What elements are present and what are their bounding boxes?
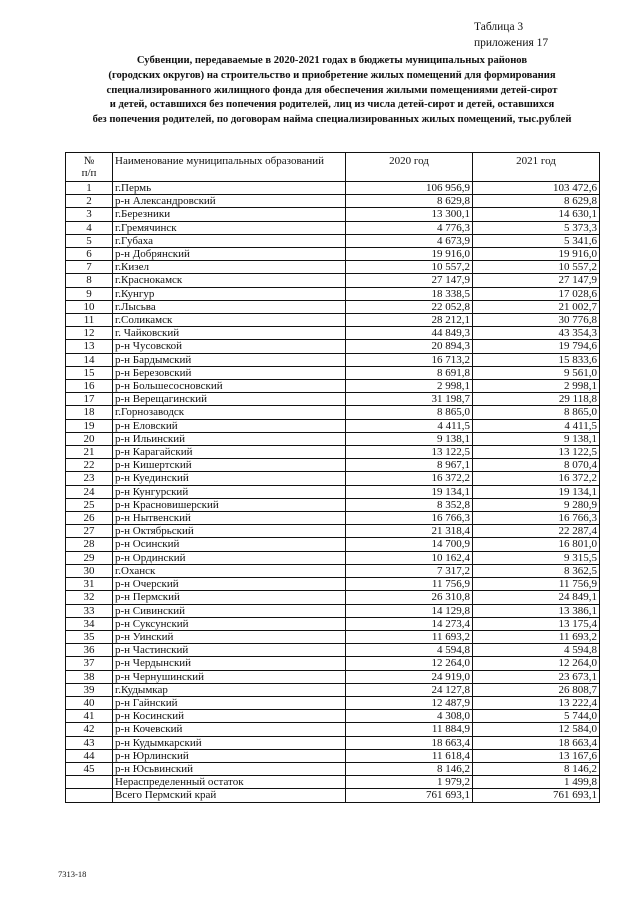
amount-2020: 4 594,8 <box>346 644 473 657</box>
amount-2020: 2 998,1 <box>346 380 473 393</box>
row-number: 31 <box>66 578 113 591</box>
municipality-name: р-н Куединский <box>113 472 346 485</box>
column-header-name: Наименование муниципальных образований <box>113 153 346 182</box>
amount-2020: 11 618,4 <box>346 749 473 762</box>
amount-2020: 12 487,9 <box>346 696 473 709</box>
municipality-name: р-н Березовский <box>113 366 346 379</box>
row-number: 37 <box>66 657 113 670</box>
row-number: 29 <box>66 551 113 564</box>
amount-2021: 19 916,0 <box>473 248 600 261</box>
amount-2020: 106 956,9 <box>346 182 473 195</box>
amount-2021: 12 584,0 <box>473 723 600 736</box>
row-number: 16 <box>66 380 113 393</box>
table-row <box>66 749 600 762</box>
row-number: 13 <box>66 340 113 353</box>
amount-2021: 4 594,8 <box>473 644 600 657</box>
row-number: 1 <box>66 182 113 195</box>
table-row <box>66 644 600 657</box>
document-title <box>52 54 612 128</box>
table-row <box>66 261 600 274</box>
table-row <box>66 617 600 630</box>
amount-2021: 13 122,5 <box>473 446 600 459</box>
table-row <box>66 472 600 485</box>
table-row <box>66 512 600 525</box>
amount-2020: 7 317,2 <box>346 564 473 577</box>
municipality-name: р-н Уинский <box>113 630 346 643</box>
amount-2020: 20 894,3 <box>346 340 473 353</box>
table-row <box>66 287 600 300</box>
amount-2021: 10 557,2 <box>473 261 600 274</box>
row-number: 26 <box>66 512 113 525</box>
municipality-name: р-н Кишертский <box>113 459 346 472</box>
amount-2021: 4 411,5 <box>473 419 600 432</box>
municipality-name: р-н Суксунский <box>113 617 346 630</box>
municipality-name: р-н Сивинский <box>113 604 346 617</box>
table-row <box>66 327 600 340</box>
municipality-name: р-н Гайнский <box>113 696 346 709</box>
municipality-name: г.Березники <box>113 208 346 221</box>
table-row <box>66 195 600 208</box>
amount-2021: 8 146,2 <box>473 762 600 775</box>
amount-2021: 9 138,1 <box>473 432 600 445</box>
table-row <box>66 406 600 419</box>
amount-2020: 31 198,7 <box>346 393 473 406</box>
amount-2021: 29 118,8 <box>473 393 600 406</box>
row-number: 32 <box>66 591 113 604</box>
row-number <box>66 789 113 802</box>
title-line: специализированного жилищного фонда для обеспечения жилыми помещениями детей-сирот <box>106 84 558 96</box>
table-row <box>66 208 600 221</box>
amount-2020: 13 300,1 <box>346 208 473 221</box>
amount-2021: 5 341,6 <box>473 234 600 247</box>
amount-2020: 26 310,8 <box>346 591 473 604</box>
amount-2020: 8 691,8 <box>346 366 473 379</box>
amount-2021: 8 629,8 <box>473 195 600 208</box>
amount-2020: 21 318,4 <box>346 525 473 538</box>
row-number: 36 <box>66 644 113 657</box>
amount-2020: 4 673,9 <box>346 234 473 247</box>
table-row <box>66 525 600 538</box>
amount-2020: 4 308,0 <box>346 710 473 723</box>
municipality-name: р-н Чусовской <box>113 340 346 353</box>
amount-2021: 19 794,6 <box>473 340 600 353</box>
table-row <box>66 723 600 736</box>
table-row <box>66 564 600 577</box>
row-number: 2 <box>66 195 113 208</box>
row-number: 20 <box>66 432 113 445</box>
amount-2021: 9 315,5 <box>473 551 600 564</box>
row-number <box>66 776 113 789</box>
table-row <box>66 591 600 604</box>
document-code: 7313-18 <box>58 869 87 879</box>
amount-2021: 18 663,4 <box>473 736 600 749</box>
title-line: без попечения родителей, по договорам найма специализированных жилых помещений, тыс.рублей <box>92 114 572 126</box>
row-number: 3 <box>66 208 113 221</box>
amount-2021: 26 808,7 <box>473 683 600 696</box>
amount-2021: 13 222,4 <box>473 696 600 709</box>
row-number: 18 <box>66 406 113 419</box>
municipality-name: р-н Октябрьский <box>113 525 346 538</box>
table-row <box>66 366 600 379</box>
row-number: 33 <box>66 604 113 617</box>
municipality-name: р-н Пермский <box>113 591 346 604</box>
amount-2020: 19 134,1 <box>346 485 473 498</box>
amount-2020: 8 865,0 <box>346 406 473 419</box>
row-number: 25 <box>66 498 113 511</box>
amount-2021: 5 744,0 <box>473 710 600 723</box>
row-number: 41 <box>66 710 113 723</box>
amount-2021: 24 849,1 <box>473 591 600 604</box>
amount-2021: 17 028,6 <box>473 287 600 300</box>
table-row <box>66 604 600 617</box>
municipality-name: р-н Карагайский <box>113 446 346 459</box>
appendix-ref: приложения 17 <box>474 37 549 49</box>
amount-2020: 11 693,2 <box>346 630 473 643</box>
amount-2020: 4 776,3 <box>346 221 473 234</box>
row-number: 30 <box>66 564 113 577</box>
table-row <box>66 446 600 459</box>
table-row <box>66 459 600 472</box>
amount-2021: 21 002,7 <box>473 300 600 313</box>
municipality-name: р-н Ильинский <box>113 432 346 445</box>
row-number: 24 <box>66 485 113 498</box>
municipality-name: р-н Верещагинский <box>113 393 346 406</box>
municipality-name: р-н Юсьвинский <box>113 762 346 775</box>
row-number: 9 <box>66 287 113 300</box>
amount-2020: 8 967,1 <box>346 459 473 472</box>
column-header-2020: 2020 год <box>346 153 473 182</box>
table-row <box>66 657 600 670</box>
table-row <box>66 300 600 313</box>
municipality-name: р-н Еловский <box>113 419 346 432</box>
subsidy-table <box>65 152 600 803</box>
table-row <box>66 696 600 709</box>
amount-2020: 10 162,4 <box>346 551 473 564</box>
row-number: 40 <box>66 696 113 709</box>
amount-2020: 16 713,2 <box>346 353 473 366</box>
amount-2021: 14 630,1 <box>473 208 600 221</box>
table-row <box>66 248 600 261</box>
amount-2020: 28 212,1 <box>346 314 473 327</box>
municipality-name: г.Лысьва <box>113 300 346 313</box>
table-row <box>66 736 600 749</box>
table-reference <box>474 19 548 51</box>
table-row <box>66 789 600 802</box>
amount-2021: 12 264,0 <box>473 657 600 670</box>
municipality-name: р-н Бардымский <box>113 353 346 366</box>
amount-2021: 1 499,8 <box>473 776 600 789</box>
table-row <box>66 498 600 511</box>
amount-2020: 4 411,5 <box>346 419 473 432</box>
municipality-name: г.Гремячинск <box>113 221 346 234</box>
table-row <box>66 578 600 591</box>
amount-2020: 10 557,2 <box>346 261 473 274</box>
table-row <box>66 432 600 445</box>
row-number: 42 <box>66 723 113 736</box>
municipality-name: р-н Ординский <box>113 551 346 564</box>
row-number: 4 <box>66 221 113 234</box>
municipality-name: р-н Косинский <box>113 710 346 723</box>
table-row <box>66 182 600 195</box>
amount-2021: 30 776,8 <box>473 314 600 327</box>
table-row <box>66 234 600 247</box>
amount-2021: 22 287,4 <box>473 525 600 538</box>
municipality-name: г.Губаха <box>113 234 346 247</box>
amount-2020: 22 052,8 <box>346 300 473 313</box>
row-number: 34 <box>66 617 113 630</box>
amount-2020: 9 138,1 <box>346 432 473 445</box>
municipality-name: г.Горнозаводск <box>113 406 346 419</box>
amount-2021: 23 673,1 <box>473 670 600 683</box>
amount-2021: 9 280,9 <box>473 498 600 511</box>
row-number: 17 <box>66 393 113 406</box>
row-number: 8 <box>66 274 113 287</box>
row-number: 23 <box>66 472 113 485</box>
municipality-name: р-н Очерский <box>113 578 346 591</box>
municipality-name: г.Соликамск <box>113 314 346 327</box>
table-number: Таблица 3 <box>474 21 524 33</box>
municipality-name: г.Оханск <box>113 564 346 577</box>
title-line: и детей, оставшихся без попечения родителей, лиц из числа детей-сирот и детей, оставшихся <box>109 99 555 111</box>
table-row <box>66 274 600 287</box>
amount-2021: 9 561,0 <box>473 366 600 379</box>
title-line: (городских округов) на строительство и приобретение жилых помещений для формирования <box>108 69 556 81</box>
header-row <box>66 153 600 182</box>
header-num-abbr: п/п <box>81 167 97 180</box>
row-number: 12 <box>66 327 113 340</box>
municipality-name: р-н Чернушинский <box>113 670 346 683</box>
amount-2021: 43 354,3 <box>473 327 600 340</box>
amount-2020: 14 700,9 <box>346 538 473 551</box>
amount-2021: 103 472,6 <box>473 182 600 195</box>
row-number: 14 <box>66 353 113 366</box>
amount-2021: 16 372,2 <box>473 472 600 485</box>
table-row <box>66 670 600 683</box>
row-number: 28 <box>66 538 113 551</box>
amount-2021: 16 766,3 <box>473 512 600 525</box>
row-number: 6 <box>66 248 113 261</box>
amount-2021: 8 070,4 <box>473 459 600 472</box>
amount-2021: 11 756,9 <box>473 578 600 591</box>
municipality-name: г.Кизел <box>113 261 346 274</box>
table-row <box>66 485 600 498</box>
table-row <box>66 340 600 353</box>
amount-2020: 18 338,5 <box>346 287 473 300</box>
table-row <box>66 762 600 775</box>
amount-2021: 8 362,5 <box>473 564 600 577</box>
row-number: 35 <box>66 630 113 643</box>
row-number: 43 <box>66 736 113 749</box>
amount-2020: 8 146,2 <box>346 762 473 775</box>
amount-2021: 13 175,4 <box>473 617 600 630</box>
amount-2020: 27 147,9 <box>346 274 473 287</box>
municipality-name: Всего Пермский край <box>113 789 346 802</box>
row-number: 7 <box>66 261 113 274</box>
municipality-name: р-н Юрлинский <box>113 749 346 762</box>
amount-2020: 14 129,8 <box>346 604 473 617</box>
amount-2021: 11 693,2 <box>473 630 600 643</box>
amount-2021: 15 833,6 <box>473 353 600 366</box>
municipality-name: р-н Частинский <box>113 644 346 657</box>
municipality-name: р-н Большесосновский <box>113 380 346 393</box>
row-number: 27 <box>66 525 113 538</box>
municipality-name: г.Кудымкар <box>113 683 346 696</box>
table-row <box>66 221 600 234</box>
row-number: 5 <box>66 234 113 247</box>
table-row <box>66 710 600 723</box>
column-header-2021: 2021 год <box>473 153 600 182</box>
amount-2021: 13 167,6 <box>473 749 600 762</box>
amount-2020: 11 884,9 <box>346 723 473 736</box>
municipality-name: р-н Осинский <box>113 538 346 551</box>
municipality-name: г.Пермь <box>113 182 346 195</box>
row-number: 38 <box>66 670 113 683</box>
amount-2020: 24 127,8 <box>346 683 473 696</box>
amount-2020: 16 766,3 <box>346 512 473 525</box>
row-number: 19 <box>66 419 113 432</box>
amount-2020: 14 273,4 <box>346 617 473 630</box>
table-row <box>66 393 600 406</box>
amount-2020: 16 372,2 <box>346 472 473 485</box>
row-number: 39 <box>66 683 113 696</box>
column-header-number <box>66 153 113 182</box>
municipality-name: г.Краснокамск <box>113 274 346 287</box>
municipality-name: р-н Кудымкарский <box>113 736 346 749</box>
amount-2021: 8 865,0 <box>473 406 600 419</box>
municipality-name: Нераспределенный остаток <box>113 776 346 789</box>
municipality-name: р-н Нытвенский <box>113 512 346 525</box>
row-number: 44 <box>66 749 113 762</box>
municipality-name: р-н Кочевский <box>113 723 346 736</box>
amount-2021: 19 134,1 <box>473 485 600 498</box>
row-number: 22 <box>66 459 113 472</box>
table-row <box>66 551 600 564</box>
table-row <box>66 538 600 551</box>
amount-2020: 13 122,5 <box>346 446 473 459</box>
municipality-name: р-н Александровский <box>113 195 346 208</box>
row-number: 45 <box>66 762 113 775</box>
amount-2020: 761 693,1 <box>346 789 473 802</box>
table-row <box>66 683 600 696</box>
table-row <box>66 630 600 643</box>
amount-2020: 44 849,3 <box>346 327 473 340</box>
municipality-name: р-н Красновишерский <box>113 498 346 511</box>
table-row <box>66 314 600 327</box>
amount-2020: 24 919,0 <box>346 670 473 683</box>
municipality-name: г.Кунгур <box>113 287 346 300</box>
municipality-name: р-н Добрянский <box>113 248 346 261</box>
row-number: 11 <box>66 314 113 327</box>
municipality-name: р-н Чердынский <box>113 657 346 670</box>
amount-2020: 8 352,8 <box>346 498 473 511</box>
table-row <box>66 776 600 789</box>
title-line: Субвенции, передаваемые в 2020-2021 годах в бюджеты муниципальных районов <box>136 55 528 66</box>
amount-2020: 1 979,2 <box>346 776 473 789</box>
amount-2021: 5 373,3 <box>473 221 600 234</box>
table-row <box>66 419 600 432</box>
amount-2020: 18 663,4 <box>346 736 473 749</box>
table-row <box>66 353 600 366</box>
municipality-name: г. Чайковский <box>113 327 346 340</box>
municipality-name: р-н Кунгурский <box>113 485 346 498</box>
table-body <box>66 182 600 803</box>
amount-2020: 8 629,8 <box>346 195 473 208</box>
amount-2020: 19 916,0 <box>346 248 473 261</box>
row-number: 21 <box>66 446 113 459</box>
amount-2021: 13 386,1 <box>473 604 600 617</box>
amount-2021: 761 693,1 <box>473 789 600 802</box>
amount-2020: 11 756,9 <box>346 578 473 591</box>
header-num-symbol: № <box>83 155 95 167</box>
table-row <box>66 380 600 393</box>
amount-2021: 16 801,0 <box>473 538 600 551</box>
row-number: 10 <box>66 300 113 313</box>
amount-2021: 2 998,1 <box>473 380 600 393</box>
row-number: 15 <box>66 366 113 379</box>
amount-2020: 12 264,0 <box>346 657 473 670</box>
amount-2021: 27 147,9 <box>473 274 600 287</box>
